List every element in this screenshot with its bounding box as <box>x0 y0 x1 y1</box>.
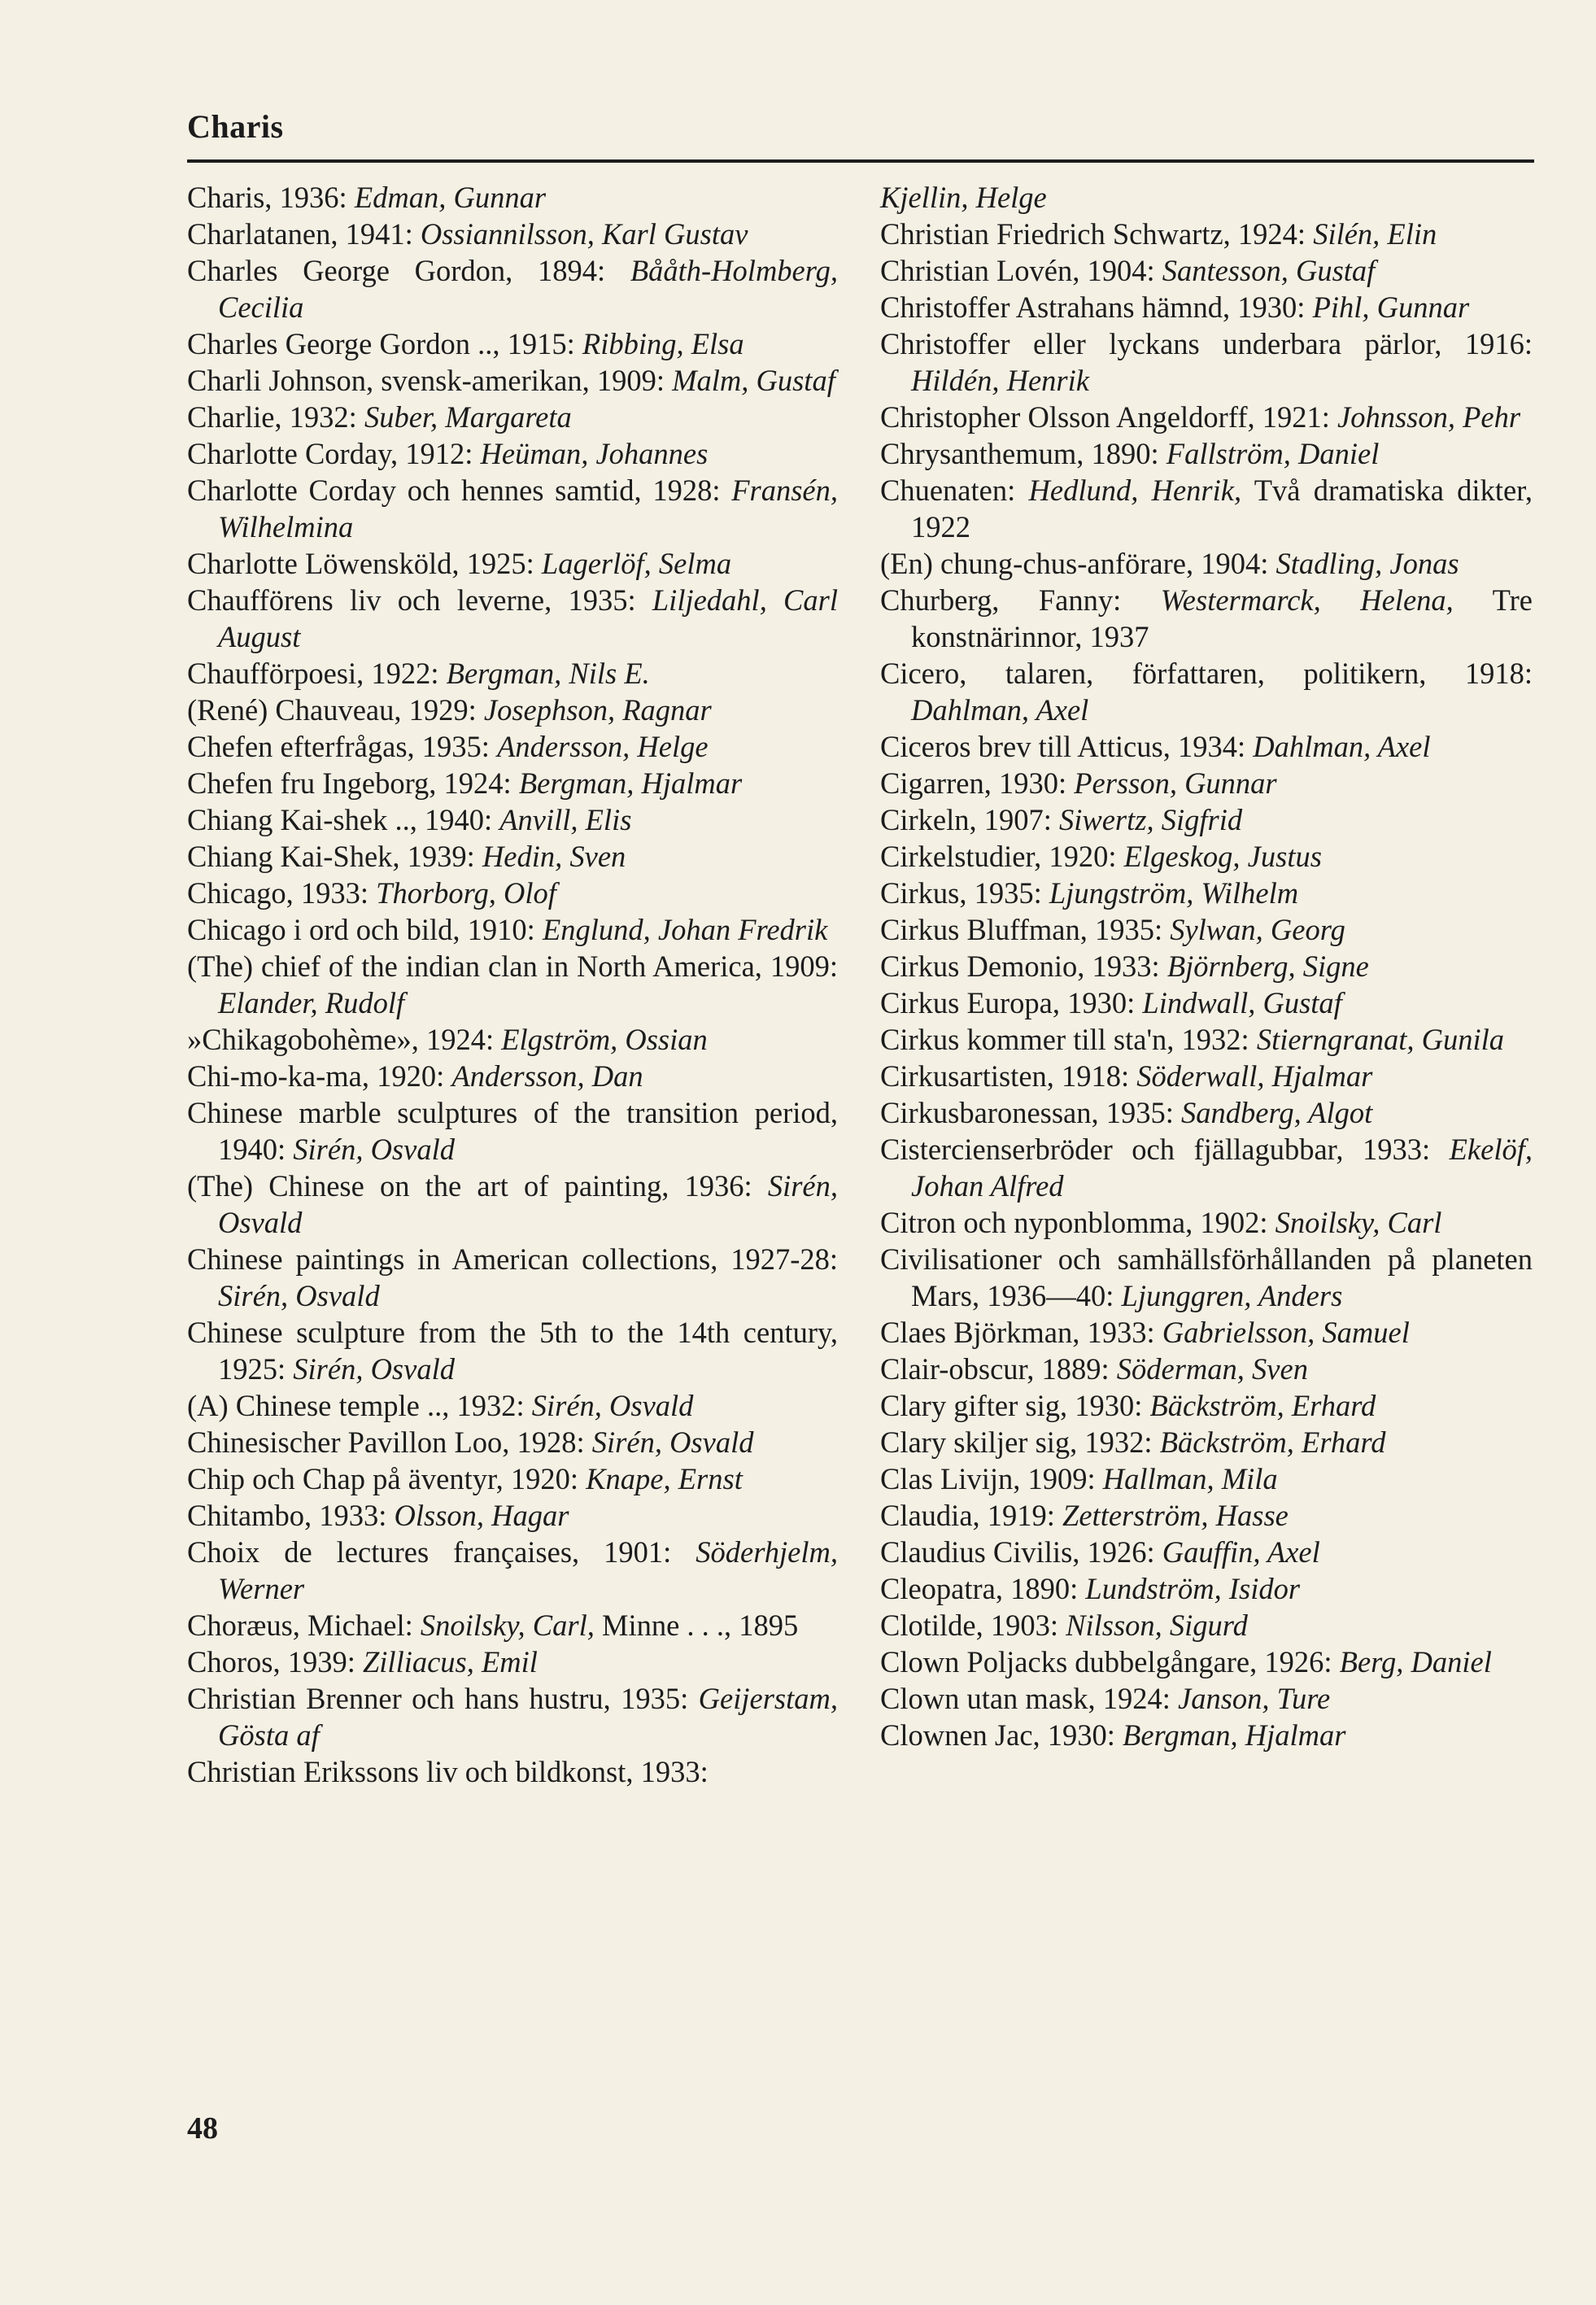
entry-title: Charlie, 1932: <box>187 400 364 434</box>
entry-author: Gauffin, Axel <box>1162 1535 1320 1569</box>
entry-author: Hildén, Henrik <box>911 364 1089 397</box>
entry-title: Charlotte Löwensköld, 1925: <box>187 547 542 580</box>
entry-title: Chitambo, 1933: <box>187 1499 395 1532</box>
index-entry <box>187 1094 838 1168</box>
entry-author: Söderman, Sven <box>1116 1352 1308 1386</box>
entry-author: Stadling, Jonas <box>1275 547 1459 580</box>
index-entry <box>187 545 838 582</box>
entry-title: Cistercienserbröder och fjällagubbar, 1933: <box>880 1133 1450 1166</box>
index-entry <box>880 325 1533 399</box>
entry-title: Christian Friedrich Schwartz, 1924: <box>880 217 1314 251</box>
entry-author: Englund, Johan Fredrik <box>542 913 828 946</box>
entry-author: Ribbing, Elsa <box>582 327 744 360</box>
entry-author: Sirén, Osvald <box>218 1279 380 1312</box>
entry-title: Christian Erikssons liv och bildkonst, 1933: <box>187 1755 709 1788</box>
entry-author: Geijerstam, Gösta af <box>218 1682 838 1752</box>
index-entry <box>880 216 1533 252</box>
index-entry <box>880 545 1533 582</box>
entry-author: Söderhjelm, Werner <box>218 1535 838 1605</box>
entry-author: Zetterström, Hasse <box>1062 1499 1289 1532</box>
index-entry <box>880 1680 1533 1717</box>
entry-author: Hedin, Sven <box>482 840 626 873</box>
index-entry <box>880 1717 1533 1753</box>
index-entry <box>187 1607 838 1644</box>
entry-author: Santesson, Gustaf <box>1162 254 1376 287</box>
entry-title: Claes Björkman, 1933: <box>880 1316 1162 1349</box>
entry-author: Pihl, Gunnar <box>1312 290 1470 324</box>
entry-title: Chiang Kai-shek .., 1940: <box>187 803 500 836</box>
entry-title: Chinesischer Pavillon Loo, 1928: <box>187 1425 592 1459</box>
index-entry <box>880 765 1533 801</box>
index-entry <box>187 838 838 875</box>
entry-author: Elander, Rudolf <box>218 986 405 1019</box>
entry-author: Sylwan, Georg <box>1170 913 1345 946</box>
entry-author: Sirén, Osvald <box>531 1389 694 1422</box>
entry-title: Choix de lectures françaises, 1901: <box>187 1535 696 1569</box>
entry-title: Churberg, Fanny: <box>880 583 1161 617</box>
index-entry <box>880 1460 1533 1497</box>
entry-author: Björnberg, Signe <box>1166 950 1369 983</box>
entry-title: Cicero, talaren, författaren, politikern, 1918: <box>880 657 1533 690</box>
entry-title: Cirkus Demonio, 1933: <box>880 950 1167 983</box>
index-entry <box>187 1241 838 1314</box>
entry-title: Cigarren, 1930: <box>880 766 1075 800</box>
entry-title: Christoffer eller lyckans underbara pärlor, 1916: <box>880 327 1533 360</box>
index-entry <box>880 1021 1533 1058</box>
entry-title: Civilisationer och samhällsförhållanden på planeten Mars, 1936—40: <box>880 1242 1533 1312</box>
entry-title: Chrysanthemum, 1890: <box>880 437 1166 470</box>
index-entry <box>880 948 1533 984</box>
entry-title: Chi-mo-ka-ma, 1920: <box>187 1059 452 1093</box>
index-entry <box>187 435 838 472</box>
header-rule <box>187 159 1534 163</box>
entry-title: (René) Chauveau, 1929: <box>187 693 484 727</box>
index-entry <box>187 1753 838 1790</box>
entry-author: Westermarck, Helena, <box>1160 583 1454 617</box>
entry-title: Ciceros brev till Atticus, 1934: <box>880 730 1254 763</box>
entry-author: Suber, Margareta <box>364 400 572 434</box>
entry-author: Heüman, Johannes <box>480 437 709 470</box>
entry-title: Chiang Kai-Shek, 1939: <box>187 840 482 873</box>
entry-title: Charli Johnson, svensk-amerikan, 1909: <box>187 364 673 397</box>
entry-author: Lindwall, Gustaf <box>1142 986 1342 1019</box>
index-entry <box>880 399 1533 435</box>
entry-author: Persson, Gunnar <box>1074 766 1277 800</box>
entry-title: (A) Chinese temple .., 1932: <box>187 1389 532 1422</box>
index-entry <box>187 1644 838 1680</box>
entry-author: Josephson, Ragnar <box>483 693 712 727</box>
index-entry <box>187 179 838 216</box>
entry-author: Ljunggren, Anders <box>1121 1279 1343 1312</box>
entry-author: Silén, Elin <box>1313 217 1437 251</box>
entry-author: Hallman, Mila <box>1102 1462 1278 1495</box>
index-entry <box>187 1534 838 1607</box>
entry-title: Cirkusartisten, 1918: <box>880 1059 1137 1093</box>
entry-author: Bergman, Nils E. <box>446 657 650 690</box>
entry-title: Chicago, 1933: <box>187 876 377 910</box>
index-entry <box>187 1497 838 1534</box>
entry-author: Fransén, Wilhelmina <box>218 474 838 544</box>
index-entry <box>187 875 838 911</box>
entry-author: Dahlman, Axel <box>1253 730 1431 763</box>
index-entry <box>187 911 838 948</box>
entry-author: Edman, Gunnar <box>354 181 547 214</box>
entry-title: Charis, 1936: <box>187 181 355 214</box>
entry-title: Christopher Olsson Angeldorff, 1921: <box>880 400 1338 434</box>
entry-author: Elgeskog, Justus <box>1123 840 1322 873</box>
entry-rest: Minne . . ., 1895 <box>594 1609 799 1642</box>
index-entry <box>880 1204 1533 1241</box>
entry-title: Cirkeln, 1907: <box>880 803 1059 836</box>
entry-title: Chuenaten: <box>880 474 1029 507</box>
entry-title: Clair-obscur, 1889: <box>880 1352 1117 1386</box>
entry-author: Olsson, Hagar <box>394 1499 569 1532</box>
index-entry <box>187 1387 838 1424</box>
entry-author: Berg, Daniel <box>1339 1645 1492 1679</box>
entry-author: Ossiannilsson, Karl Gustav <box>420 217 748 251</box>
entry-rest: Tre konstnärinnor, 1937 <box>911 583 1533 653</box>
entry-title: »Chikagobohème», 1924: <box>187 1023 502 1056</box>
entry-rest: Två dramatiska dikter, 1922 <box>911 474 1533 544</box>
entry-title: Chinese marble sculptures of the transition period, 1940: <box>187 1096 838 1166</box>
entry-author: Elgström, Ossian <box>501 1023 708 1056</box>
index-entry <box>880 728 1533 765</box>
entry-title: Claudius Civilis, 1926: <box>880 1535 1162 1569</box>
entry-title: Chefen fru Ingeborg, 1924: <box>187 766 519 800</box>
index-entry <box>880 1131 1533 1204</box>
entry-author: Andersson, Helge <box>497 730 709 763</box>
index-entry <box>880 179 1533 216</box>
entry-author: Lagerlöf, Selma <box>541 547 732 580</box>
entry-title: (The) chief of the indian clan in North America, 1909: <box>187 950 838 983</box>
index-entry <box>880 838 1533 875</box>
index-entry <box>880 1424 1533 1460</box>
index-entry <box>187 1314 838 1387</box>
entry-title: Clown utan mask, 1924: <box>880 1682 1178 1715</box>
entry-author: Bäckström, Erhard <box>1159 1425 1386 1459</box>
index-entry <box>880 1241 1533 1314</box>
entry-author: Liljedahl, Carl August <box>218 583 838 653</box>
entry-author: Kjellin, Helge <box>880 181 1047 214</box>
entry-title: Cirkus, 1935: <box>880 876 1049 910</box>
index-entry <box>880 582 1533 655</box>
index-entry <box>187 948 838 1021</box>
index-entry <box>880 1058 1533 1094</box>
entry-author: Ekelöf, Johan Alfred <box>911 1133 1533 1203</box>
entry-author: Bååth-Holmberg, Cecilia <box>218 254 838 324</box>
entry-author: Andersson, Dan <box>451 1059 643 1093</box>
entry-author: Lundström, Isidor <box>1085 1572 1301 1605</box>
index-entry <box>187 582 838 655</box>
entry-author: Sandberg, Algot <box>1181 1096 1373 1129</box>
entry-title: Clas Livijn, 1909: <box>880 1462 1103 1495</box>
index-entry <box>880 875 1533 911</box>
index-entry <box>187 216 838 252</box>
entry-author: Knape, Ernst <box>586 1462 743 1495</box>
entry-title: Cirkus kommer till sta'n, 1932: <box>880 1023 1257 1056</box>
index-entry <box>187 1424 838 1460</box>
entry-author: Sirén, Osvald <box>591 1425 754 1459</box>
entry-author: Nilsson, Sigurd <box>1066 1609 1248 1642</box>
entry-author: Ljungström, Wilhelm <box>1049 876 1299 910</box>
entry-author: Hedlund, Henrik, <box>1028 474 1242 507</box>
index-entry <box>880 289 1533 325</box>
entry-title: Charles George Gordon, 1894: <box>187 254 630 287</box>
index-entry <box>880 1351 1533 1387</box>
index-entry <box>880 1534 1533 1570</box>
index-entry <box>187 1680 838 1753</box>
entry-title: Cirkus Bluffman, 1935: <box>880 913 1171 946</box>
index-entry <box>187 362 838 399</box>
entry-author: Bergman, Hjalmar <box>1123 1718 1346 1752</box>
entry-title: Charlotte Corday, 1912: <box>187 437 481 470</box>
entry-title: Chinese paintings in American collections, 1927-28: <box>187 1242 838 1276</box>
index-entry <box>880 252 1533 289</box>
index-entry <box>880 911 1533 948</box>
entry-title: Clotilde, 1903: <box>880 1609 1066 1642</box>
index-entry <box>880 1607 1533 1644</box>
index-entry <box>880 655 1533 728</box>
entry-title: Charlotte Corday och hennes samtid, 1928: <box>187 474 732 507</box>
entry-title: Charles George Gordon .., 1915: <box>187 327 582 360</box>
entry-title: Clownen Jac, 1930: <box>880 1718 1123 1752</box>
entry-title: Choros, 1939: <box>187 1645 363 1679</box>
left-column <box>187 179 838 1790</box>
entry-title: Cirkusbaronessan, 1935: <box>880 1096 1182 1129</box>
entry-author: Bergman, Hjalmar <box>518 766 743 800</box>
entry-author: Snoilsky, Carl <box>1275 1206 1442 1239</box>
entry-author: Siwertz, Sigfrid <box>1059 803 1243 836</box>
index-entry <box>880 801 1533 838</box>
page-number: 48 <box>187 2111 218 2146</box>
index-entry <box>187 325 838 362</box>
index-entry <box>880 472 1533 545</box>
entry-author: Fallström, Daniel <box>1166 437 1380 470</box>
index-entry <box>187 765 838 801</box>
entry-title: Citron och nyponblomma, 1902: <box>880 1206 1275 1239</box>
entry-author: Sirén, Osvald <box>293 1352 455 1386</box>
entry-author: Janson, Ture <box>1178 1682 1331 1715</box>
index-entry <box>187 1058 838 1094</box>
index-entry <box>187 1021 838 1058</box>
entry-author: Stierngranat, Gunila <box>1256 1023 1504 1056</box>
entry-title: Choræus, Michael: <box>187 1609 421 1642</box>
entry-title: Chaufförpoesi, 1922: <box>187 657 447 690</box>
entry-title: Christian Brenner och hans hustru, 1935: <box>187 1682 699 1715</box>
index-entry <box>187 252 838 325</box>
entry-title: Christian Lovén, 1904: <box>880 254 1162 287</box>
right-column <box>880 179 1533 1753</box>
index-entry <box>880 1497 1533 1534</box>
index-entry <box>187 728 838 765</box>
index-entry <box>187 472 838 545</box>
entry-title: Chip och Chap på äventyr, 1920: <box>187 1462 587 1495</box>
index-entry <box>187 1460 838 1497</box>
entry-title: Chefen efterfrågas, 1935: <box>187 730 498 763</box>
entry-author: Gabrielsson, Samuel <box>1162 1316 1410 1349</box>
entry-title: Claudia, 1919: <box>880 1499 1063 1532</box>
index-entry <box>880 1094 1533 1131</box>
entry-title: Chinese sculpture from the 5th to the 14th century, 1925: <box>187 1316 838 1386</box>
entry-title: Chaufförens liv och leverne, 1935: <box>187 583 652 617</box>
entry-title: Cleopatra, 1890: <box>880 1572 1086 1605</box>
index-entry <box>880 1570 1533 1607</box>
index-entry <box>880 984 1533 1021</box>
entry-author: Sirén, Osvald <box>293 1133 455 1166</box>
entry-author: Anvill, Elis <box>499 803 632 836</box>
entry-author: Zilliacus, Emil <box>362 1645 538 1679</box>
entry-author: Snoilsky, Carl, <box>420 1609 595 1642</box>
entry-author: Bäckström, Erhard <box>1149 1389 1376 1422</box>
entry-author: Johnsson, Pehr <box>1337 400 1521 434</box>
index-entry <box>187 399 838 435</box>
index-entry <box>880 1644 1533 1680</box>
entry-author: Malm, Gustaf <box>672 364 835 397</box>
entry-title: Cirkus Europa, 1930: <box>880 986 1143 1019</box>
entry-title: Cirkelstudier, 1920: <box>880 840 1124 873</box>
entry-author: Thorborg, Olof <box>376 876 556 910</box>
index-entry <box>187 692 838 728</box>
index-entry <box>880 1387 1533 1424</box>
index-entry <box>187 1168 838 1241</box>
entry-title: Clary skiljer sig, 1932: <box>880 1425 1160 1459</box>
entry-title: Clary gifter sig, 1930: <box>880 1389 1150 1422</box>
entry-title: (En) chung-chus-anförare, 1904: <box>880 547 1276 580</box>
running-head: Charis <box>187 108 284 145</box>
entry-author: Dahlman, Axel <box>911 693 1089 727</box>
entry-author: Söderwall, Hjalmar <box>1136 1059 1373 1093</box>
index-entry <box>880 1314 1533 1351</box>
index-entry <box>187 655 838 692</box>
entry-author: Sirén, Osvald <box>218 1169 838 1239</box>
entry-title: Chicago i ord och bild, 1910: <box>187 913 543 946</box>
entry-title: Christoffer Astrahans hämnd, 1930: <box>880 290 1313 324</box>
index-entry <box>187 801 838 838</box>
index-entry <box>880 435 1533 472</box>
entry-title: Charlatanen, 1941: <box>187 217 421 251</box>
entry-title: Clown Poljacks dubbelgångare, 1926: <box>880 1645 1340 1679</box>
entry-title: (The) Chinese on the art of painting, 1936: <box>187 1169 768 1203</box>
